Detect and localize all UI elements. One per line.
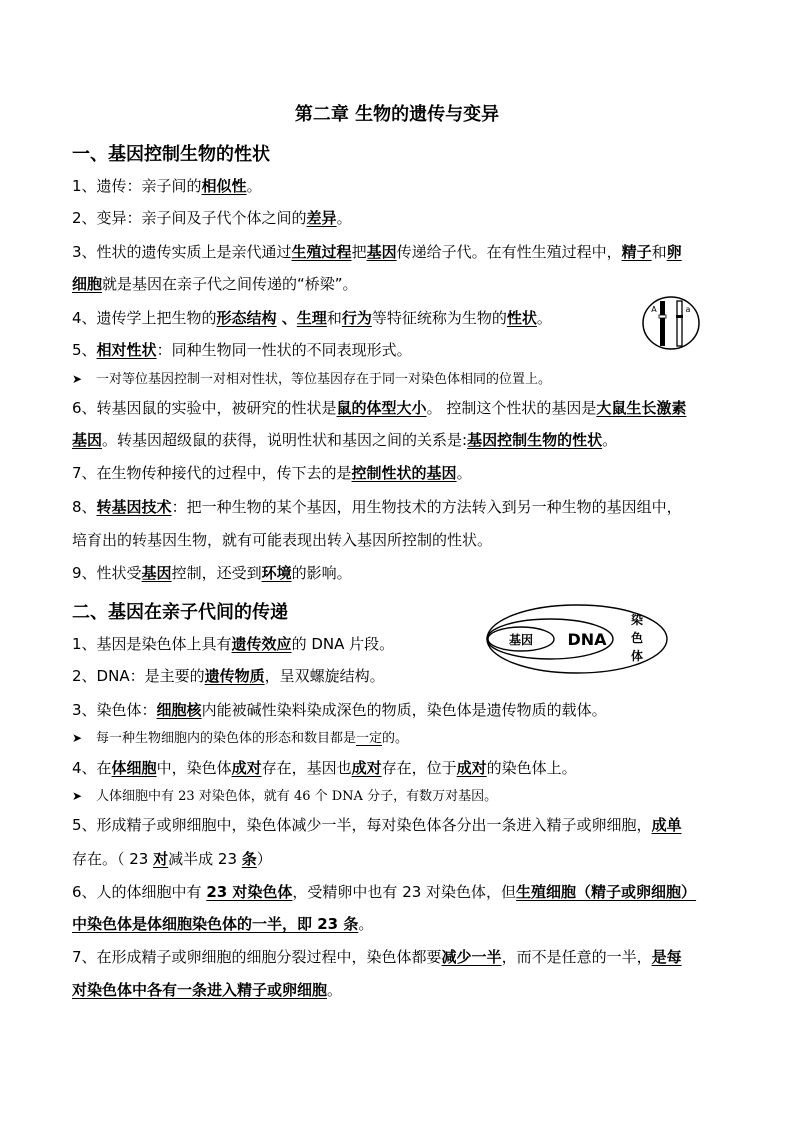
item-s2-6-human-cells-line2: 中染色体是体细胞染色体的一半，即 23 条。 xyxy=(72,915,374,933)
item-s2-1-gene: 1、基因是染色体上具有遗传效应的 DNA 片段。 xyxy=(72,635,395,653)
item-1-heredity: 1、遗传：亲子间的相似性。 xyxy=(72,177,262,195)
chromosome-label-3: 体 xyxy=(630,649,644,663)
item-8-transgenic-tech-line2: 培育出的转基因生物，就有可能表现出转入基因所控制的性状。 xyxy=(72,531,493,549)
dna-label: DNA xyxy=(567,630,607,649)
allele-label-dominant: A xyxy=(651,305,657,314)
item-5-relative-traits: 5、相对性状：同种生物同一性状的不同表现形式。 xyxy=(72,341,412,359)
chromosome-pair-diagram xyxy=(640,294,702,352)
page-title: 第二章 生物的遗传与变异 xyxy=(294,104,500,125)
item-2-variation: 2、变异：亲子间及子代个体之间的差异。 xyxy=(72,209,352,227)
item-4-traits: 4、遗传学上把生物的形态结构 、生理和行为等特征统称为生物的性状。 xyxy=(72,309,552,327)
item-s2-4-somatic-cell: 4、在体细胞中，染色体成对存在，基因也成对存在，位于成对的染色体上。 xyxy=(72,759,577,777)
item-3-trait-inheritance-line1: 3、性状的遗传实质上是亲代通过生殖过程把基因传递给子代。在有性生殖过程中，精子和卵 xyxy=(72,243,682,261)
chromosome-label-1: 染 xyxy=(630,613,644,627)
item-s2-5-gametes-line2: 存在。（ 23 对减半成 23 条） xyxy=(72,850,272,868)
chromosome-left xyxy=(660,301,665,346)
arrow-bullet-icon: ➤ xyxy=(72,731,83,745)
note-human-chromosomes: ➤ 人体细胞中有 23 对染色体，就有 46 个 DNA 分子，有数万对基因。 xyxy=(72,789,498,804)
item-s2-2-dna: 2、DNA：是主要的遗传物质，呈双螺旋结构。 xyxy=(72,667,385,685)
item-3-trait-inheritance-line2: 细胞就是基因在亲子代之间传递的“桥梁”。 xyxy=(72,275,358,293)
gene-label: 基因 xyxy=(508,633,534,647)
section-heading-2: 二、基因在亲子代间的传递 xyxy=(72,602,288,623)
note-chromosome-number: ➤ 每一种生物细胞内的染色体的形态和数目都是一定的。 xyxy=(72,731,409,746)
item-s2-7-cell-division-line2: 对染色体中各有一条进入精子或卵细胞。 xyxy=(72,981,343,999)
item-s2-3-chromosome: 3、染色体：细胞核内能被碱性染料染成深色的物质，染色体是遗传物质的载体。 xyxy=(72,701,607,719)
allele-label-recessive: a xyxy=(685,305,691,314)
chromosome-label-2: 色 xyxy=(630,631,644,645)
item-8-transgenic-tech-line1: 8、转基因技术：把一种生物的某个基因，用生物技术的方法转入到另一种生物的基因组中， xyxy=(72,498,682,516)
item-6-transgenic-mouse-line1: 6、转基因鼠的实验中，被研究的性状是鼠的体型大小。 控制这个性状的基因是大鼠生长激素 xyxy=(72,399,687,417)
note-allele: ➤ 一对等位基因控制一对相对性状，等位基因存在于同一对染色体相同的位置上。 xyxy=(72,372,552,387)
arrow-bullet-icon: ➤ xyxy=(72,372,83,386)
section-heading-1: 一、基因控制生物的性状 xyxy=(72,144,270,165)
gene-locus-left xyxy=(659,315,666,318)
gene-locus-right xyxy=(676,315,683,318)
arrow-bullet-icon: ➤ xyxy=(72,789,83,803)
item-s2-6-human-cells-line1: 6、人的体细胞中有 23 对染色体，受精卵中也有 23 对染色体，但生殖细胞（精子或卵细胞） xyxy=(72,883,697,901)
item-9-environment: 9、性状受基因控制，还受到环境的影响。 xyxy=(72,564,352,582)
chromosome-right xyxy=(677,301,682,346)
item-7-passed-genes: 7、在生物传种接代的过程中，传下去的是控制性状的基因。 xyxy=(72,464,472,482)
item-s2-5-gametes-line1: 5、形成精子或卵细胞中，染色体减少一半，每对染色体各分出一条进入精子或卵细胞，成单 xyxy=(72,816,682,834)
gene-dna-chromosome-diagram xyxy=(484,602,670,676)
item-s2-7-cell-division-line1: 7、在形成精子或卵细胞的细胞分裂过程中，染色体都要减少一半，而不是任意的一半，是每 xyxy=(72,948,682,966)
item-6-transgenic-mouse-line2: 基因。转基因超级鼠的获得，说明性状和基因之间的关系是:基因控制生物的性状。 xyxy=(72,431,618,449)
